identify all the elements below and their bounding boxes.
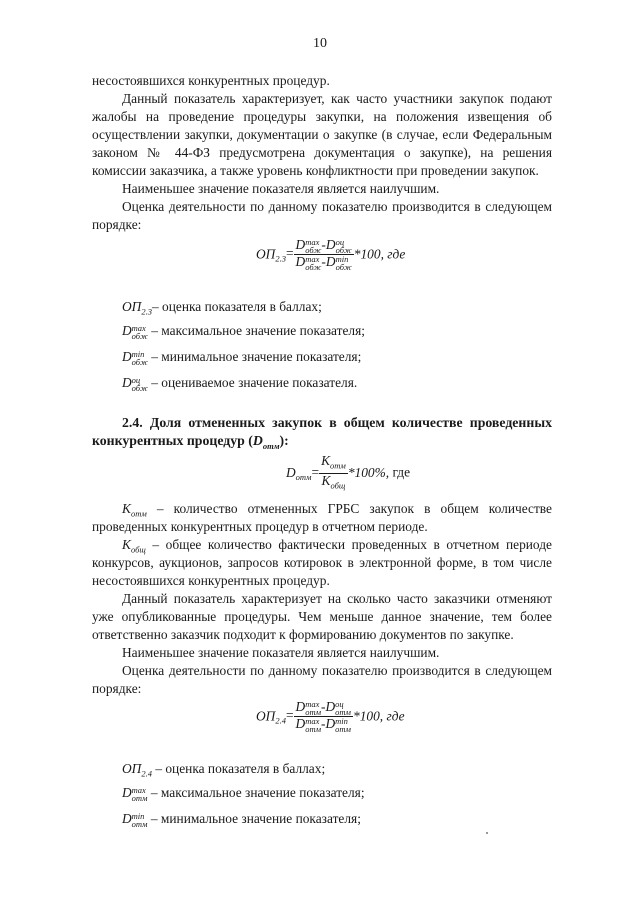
paragraph-line: законом № 44-ФЗ предусмотрена документация о закупке), на решения: [92, 145, 552, 160]
formula-op-2-4: $ОП_{2.4}=$ D max отм -D оц отм D max отм -D min отм *100, где: [256, 699, 405, 734]
formula-op-2-3: $ОП_{2.3}=$ D max обж -D оц обж D max обж -D min обж *100, где: [256, 237, 406, 272]
definition-line: $ОП_{2.4}$ – оценка показателя в баллах;: [122, 761, 326, 779]
paragraph-line: порядке:: [92, 217, 142, 232]
paragraph-line: несостоявшихся конкурентных процедур.: [92, 73, 330, 88]
paragraph-line: ответственно заказчик подходит к формированию документов по закупке.: [92, 627, 514, 642]
section-heading: конкурентных процедур $(D_{отм})$:: [92, 433, 289, 451]
paragraph-line: Наименьшее значение показателя является наилучшим.: [122, 181, 440, 196]
definition-line: $K_{отм}$ – количество отмененных ГРБС закупок в общем количестве: [122, 501, 552, 519]
paragraph-line: комиссии заказчика, а также уровень конфликтности при проведении закупок.: [92, 163, 539, 178]
definition-line: D max отм – максимальное значение показателя;: [122, 784, 365, 803]
definition-line: проведенных конкурентных процедур в отчетном периоде.: [92, 519, 428, 534]
scan-speck: [486, 832, 488, 834]
formula-fraction: D max обж -D оц обж D max обж -D min обж: [295, 237, 352, 272]
paragraph-line: порядке:: [92, 681, 142, 696]
definition-line: D min обж – минимальное значение показателя;: [122, 348, 362, 367]
definition-line: конкурсов, аукционов, запросов котировок в электронной форме, в том числе: [92, 555, 552, 570]
paragraph-line: осуществлении закупки, документации о закупке (в случае, если Федеральным: [92, 127, 552, 142]
paragraph-line: Наименьшее значение показателя является наилучшим.: [122, 645, 440, 660]
page-number: 10: [313, 36, 327, 51]
definition-line: D min отм – минимальное значение показателя;: [122, 810, 361, 829]
definition-line: $K_{общ}$ – общее количество фактически проведенных в отчетном периоде: [122, 537, 552, 555]
formula-fraction: D max отм -D оц отм D max отм -D min отм: [295, 699, 351, 734]
paragraph-line: Оценка деятельности по данному показателю производится в следующем: [122, 199, 552, 214]
definition-line: $ОП_{2.3}-$ оценка показателя в баллах;: [122, 299, 322, 317]
definition-line: несостоявшихся конкурентных процедур.: [92, 573, 330, 588]
paragraph-line: Оценка деятельности по данному показателю производится в следующем: [122, 663, 552, 678]
formula-d-otm: $D_{отм}=$ $\frac{K_{отм}}{K_{общ}}$ *100%, где: [286, 453, 411, 491]
paragraph-line: Данный показатель характеризует, как часто участники закупок подают: [122, 91, 552, 106]
paragraph-line: жалобы на проведение процедуры закупки, на положения извещения об: [92, 109, 552, 124]
paragraph-line: уже опубликованные процедуры. Чем меньше данное значение, тем более: [92, 609, 552, 624]
definition-line: D max обж – максимальное значение показателя;: [122, 322, 365, 341]
section-heading: 2.4. Доля отмененных закупок в общем количестве проведенных: [122, 415, 552, 430]
formula-fraction: $\frac{K_{отм}}{K_{общ}}$: [321, 453, 346, 491]
paragraph-line: Данный показатель характеризует на сколько часто заказчики отменяют: [122, 591, 552, 606]
definition-line: D оц обж – оцениваемое значение показателя.: [122, 374, 358, 393]
